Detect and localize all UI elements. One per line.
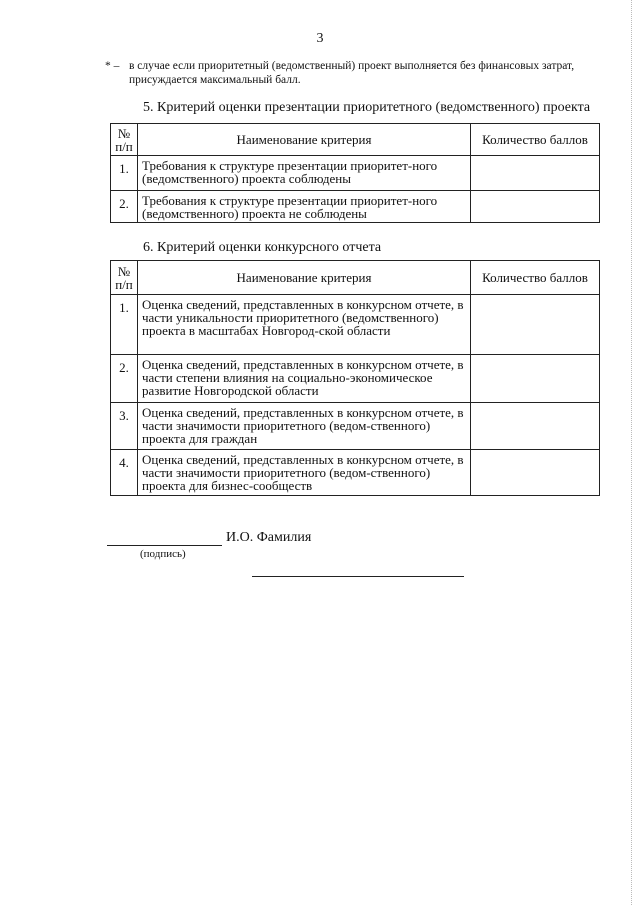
table-header-row: [111, 124, 600, 156]
table-row: [111, 295, 600, 355]
column-header-number: № п/п: [111, 261, 138, 295]
row-number: 1.: [111, 295, 138, 355]
row-number: 1.: [111, 156, 138, 191]
signatory-name: И.О. Фамилия: [226, 530, 312, 545]
points-cell[interactable]: [471, 450, 600, 496]
table-header-row: [111, 261, 600, 295]
column-header-criterion: Наименование критерия: [138, 261, 471, 295]
signature-line[interactable]: [107, 545, 222, 546]
criterion-text: Требования к структуре презентации приоритет-ного (ведомственного) проекта соблюдены: [138, 156, 471, 191]
points-cell[interactable]: [471, 191, 600, 223]
criterion-text: Оценка сведений, представленных в конкурсном отчете, в части значимости приоритетного (ведом-ственного) проекта для бизнес-сообществ: [138, 450, 471, 496]
row-number: 3.: [111, 403, 138, 450]
column-header-number: № п/п: [111, 124, 138, 156]
table-row: [111, 450, 600, 496]
margin-divider: [631, 0, 632, 905]
table-row: [111, 156, 600, 191]
row-number: 2.: [111, 355, 138, 403]
column-header-points: Количество баллов: [471, 124, 600, 156]
criterion-text: Оценка сведений, представленных в конкурсном отчете, в части степени влияния на социально-экономическое развитие Новгородской области: [138, 355, 471, 403]
footnote: [107, 59, 612, 87]
points-cell[interactable]: [471, 355, 600, 403]
section-6-title: 6. Критерий оценки конкурсного отчета: [143, 240, 382, 255]
criterion-text: Оценка сведений, представленных в конкурсном отчете, в части значимости приоритетного (ведом-ственного) проекта для граждан: [138, 403, 471, 450]
date-line[interactable]: [252, 576, 464, 577]
page-number: 3: [316, 31, 324, 46]
points-cell[interactable]: [471, 403, 600, 450]
row-number: 4.: [111, 450, 138, 496]
points-cell[interactable]: [471, 295, 600, 355]
table-row: [111, 403, 600, 450]
row-number: 2.: [111, 191, 138, 223]
footnote-text: в случае если приоритетный (ведомственный) проект выполняется без финансовых затрат, присуждается максимальный балл.: [129, 60, 575, 86]
section-5-title: 5. Критерий оценки презентации приоритетного (ведомственного) проекта: [143, 100, 591, 115]
criteria-table-5: [110, 123, 600, 223]
criterion-text: Требования к структуре презентации приоритет-ного (ведомственного) проекта не соблюдены: [138, 191, 471, 223]
table-row: [111, 355, 600, 403]
points-cell[interactable]: [471, 156, 600, 191]
table-row: [111, 191, 600, 223]
column-header-points: Количество баллов: [471, 261, 600, 295]
criteria-table-6: [110, 260, 600, 496]
criterion-text: Оценка сведений, представленных в конкурсном отчете, в части уникальности приоритетного (ведомственного) проекта в масштабах Новгород-ской области: [138, 295, 471, 355]
column-header-criterion: Наименование критерия: [138, 124, 471, 156]
footnote-mark: * –: [105, 60, 120, 72]
signature-caption: (подпись): [140, 548, 186, 560]
